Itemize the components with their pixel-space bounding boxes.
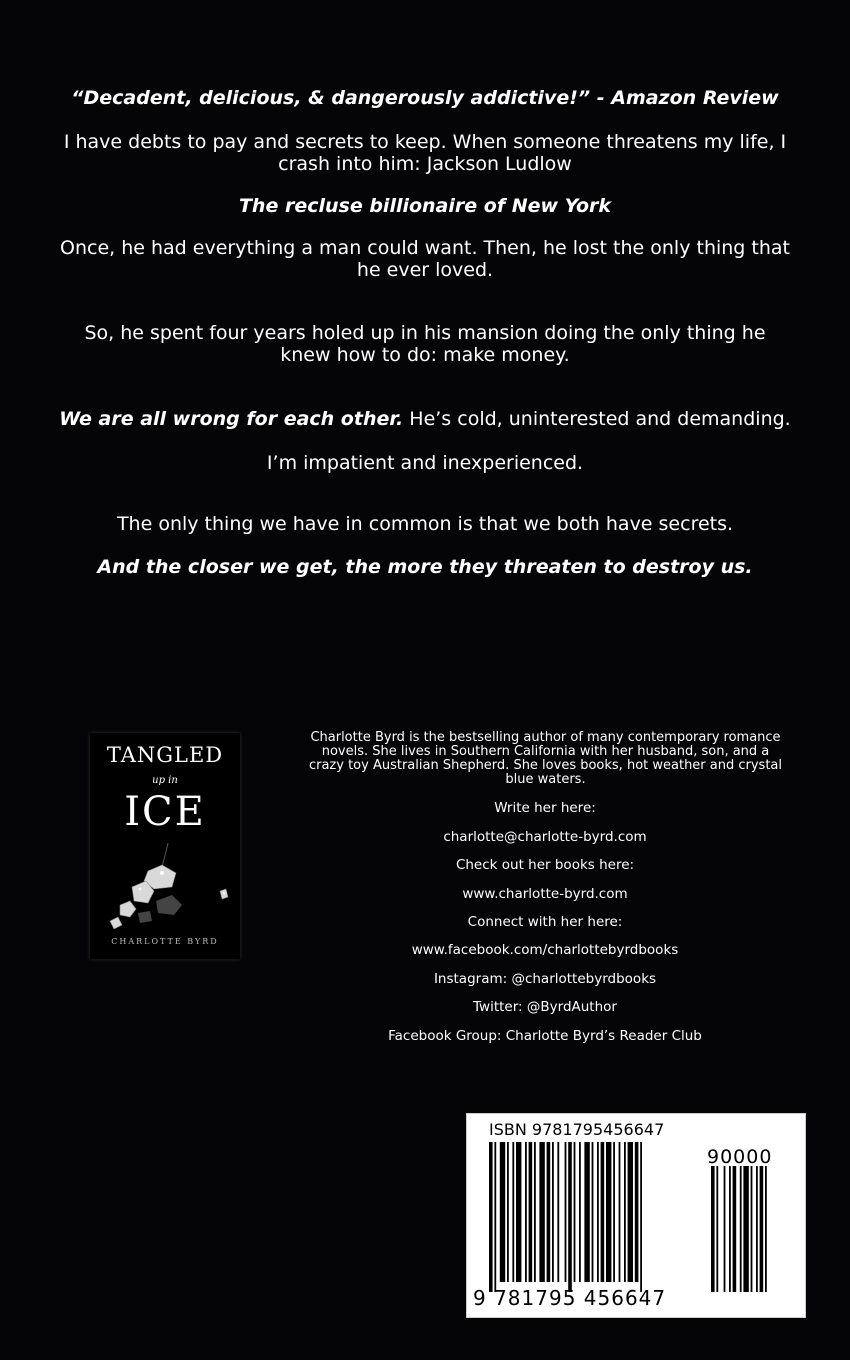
price-bar xyxy=(765,1166,767,1292)
price-bar xyxy=(751,1166,753,1292)
website-link[interactable]: www.charlotte-byrd.com xyxy=(462,886,628,902)
barcode-bar xyxy=(557,1142,559,1282)
mini-book-cover xyxy=(90,733,240,959)
blurb-paragraph-6: The only thing we have in common is that we both have secrets. xyxy=(116,513,734,535)
blurb-paragraph-4 xyxy=(0,408,850,430)
barcode-bar xyxy=(606,1142,611,1282)
barcode-bar xyxy=(512,1142,514,1282)
tagline: The recluse billionaire of New York xyxy=(238,195,612,217)
isbn-label: ISBN 9781795456647 xyxy=(489,1120,665,1139)
price-bar xyxy=(743,1166,748,1292)
blurb-emphasis: We are all wrong for each other. xyxy=(59,408,404,430)
email-link[interactable]: charlotte@charlotte-byrd.com xyxy=(443,829,647,845)
cover-author: CHARLOTTE BYRD xyxy=(111,937,219,946)
barcode-bar xyxy=(489,1142,493,1292)
price-bar xyxy=(716,1166,718,1292)
barcode-bar xyxy=(552,1142,554,1282)
instagram-handle[interactable]: Instagram: @charlottebyrdbooks xyxy=(433,971,657,987)
twitter-handle[interactable]: Twitter: @ByrdAuthor xyxy=(473,999,617,1015)
cover-title-top: TANGLED xyxy=(106,743,224,767)
books-label: Check out her books here: xyxy=(455,857,635,873)
price-bar xyxy=(756,1166,758,1292)
barcode-bar xyxy=(565,1142,567,1282)
review-quote: “Decadent, delicious, & dangerously addictive!” - Amazon Review xyxy=(71,87,779,109)
diamonds-illustration xyxy=(90,843,240,933)
barcode-bar xyxy=(601,1142,605,1282)
barcode-bar xyxy=(619,1142,621,1282)
author-bio: Charlotte Byrd is the bestselling author of many contemporary romance novels. She lives in Southern California with her husband, son, and a crazy toy Australian Shepherd. She loves books, hot weather and crystal blue waters. xyxy=(308,730,783,787)
barcode-bar xyxy=(500,1142,505,1282)
price-bar xyxy=(733,1166,737,1292)
blurb-paragraph-2: Once, he had everything a man could want. Then, he lost the only thing that he ever loved. xyxy=(60,237,790,281)
isbn-barcode-box xyxy=(466,1113,806,1318)
facebook-group[interactable]: Facebook Group: Charlotte Byrd’s Reader Club xyxy=(388,1028,702,1044)
barcode-bar xyxy=(640,1142,642,1292)
barcode-bar xyxy=(494,1142,496,1292)
barcode-bar xyxy=(507,1142,509,1282)
price-bar xyxy=(740,1166,742,1292)
blurb-closing-line: And the closer we get, the more they threaten to destroy us. xyxy=(97,556,753,578)
barcode-bar xyxy=(525,1142,527,1282)
barcode-bar xyxy=(516,1142,521,1282)
barcode-digits: 9 781795 456647 xyxy=(473,1286,667,1310)
barcode-bar xyxy=(635,1142,639,1282)
barcode-bar xyxy=(568,1142,572,1292)
price-bar xyxy=(729,1166,731,1292)
barcode-bar xyxy=(597,1142,599,1282)
barcode-bar xyxy=(574,1142,576,1282)
price-bar xyxy=(724,1166,726,1292)
blurb-paragraph-1: I have debts to pay and secrets to keep. When someone threatens my life, I crash into him: Jackson Ludlow xyxy=(63,131,787,175)
blurb-paragraph-5: I’m impatient and inexperienced. xyxy=(266,452,584,474)
barcode-bar xyxy=(539,1142,544,1282)
barcode-bar xyxy=(624,1142,626,1282)
barcode-bar xyxy=(579,1142,581,1282)
barcode-bar xyxy=(613,1142,615,1282)
price-bar xyxy=(711,1166,715,1292)
barcode-bar xyxy=(534,1142,536,1282)
barcode-bar xyxy=(584,1142,589,1282)
barcode-bar xyxy=(529,1142,533,1282)
connect-label: Connect with her here: xyxy=(467,914,623,930)
facebook-link[interactable]: www.facebook.com/charlottebyrdbooks xyxy=(411,942,679,958)
barcode-bar xyxy=(547,1142,551,1282)
price-bar xyxy=(760,1166,764,1292)
blurb-paragraph-4-rest: He’s cold, uninterested and demanding. xyxy=(403,408,791,430)
cover-title-bottom: ICE xyxy=(124,789,206,835)
cover-title-mid: up in xyxy=(152,775,178,786)
barcode-bar xyxy=(592,1142,594,1282)
barcode-bar xyxy=(628,1142,633,1282)
write-label: Write her here: xyxy=(494,800,596,816)
blurb-paragraph-3: So, he spent four years holed up in his mansion doing the only thing he knew how to do: make money. xyxy=(84,322,766,366)
price-code: 90000 xyxy=(707,1146,773,1168)
